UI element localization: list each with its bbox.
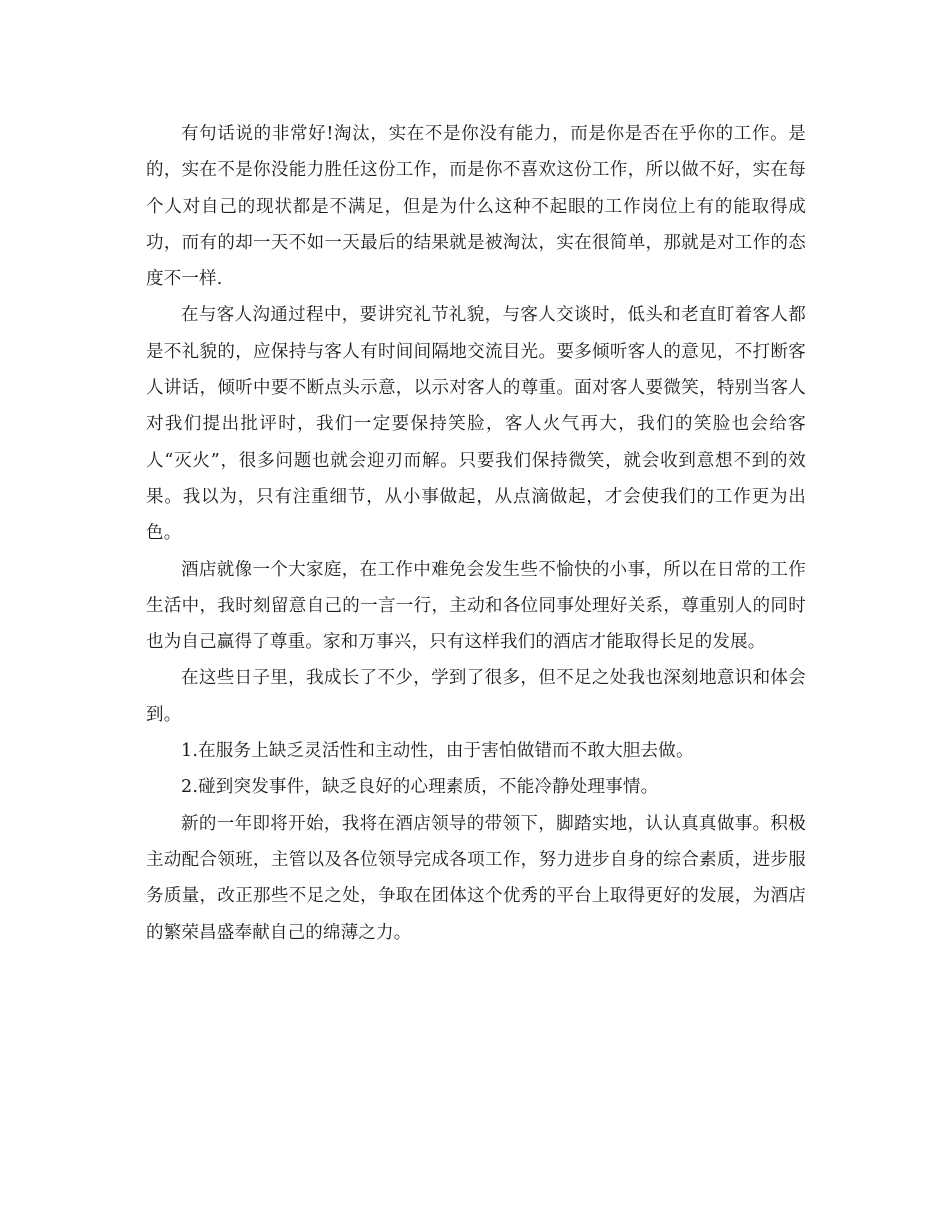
- paragraph-hotel-family: 酒店就像一个大家庭，在工作中难免会发生些不愉快的小事，所以在日常的工作生活中，我时刻留意自己的一言一行，主动和各位同事处理好关系，尊重别人的同时也为自己赢得了尊重。家和万事兴，只有这样我们的酒店才能取得长足的发展。: [146, 559, 806, 653]
- paragraph-attitude: 有句话说的非常好!淘汰，实在不是你没有能力，而是你是否在乎你的工作。是的，实在不是你没能力胜任这份工作，而是你不喜欢这份工作，所以做不好，实在每个人对自己的现状都是不满足，但是为什么这种不起眼的工作岗位上有的能取得成功，而有的却一天不如一天最后的结果就是被淘汰，实在很简单，那就是对工作的态度不一样.: [146, 124, 806, 290]
- list-item-shortcoming-2: 2.碰到突发事件，缺乏良好的心理素质，不能冷静处理事情。: [181, 777, 659, 798]
- list-item-shortcoming-1: 1.在服务上缺乏灵活性和主动性，由于害怕做错而不敢大胆去做。: [181, 741, 694, 762]
- paragraph-shortcomings-intro: 在这些日子里，我成长了不少，学到了很多，但不足之处我也深刻地意识和体会到。: [146, 668, 806, 725]
- document-body: [146, 116, 806, 951]
- paragraph-new-year-plan: 新的一年即将开始，我将在酒店领导的带领下，脚踏实地，认认真真做事。积极主动配合领班，主管以及各位领导完成各项工作，努力进步自身的综合素质，进步服务质量，改正那些不足之处，争取在团体这个优秀的平台上取得更好的发展，为酒店的繁荣昌盛奉献自己的绵薄之力。: [146, 813, 806, 943]
- paragraph-customer-communication: 在与客人沟通过程中，要讲究礼节礼貌，与客人交谈时，低头和老直盯着客人都是不礼貌的，应保持与客人有时间间隔地交流目光。要多倾听客人的意见，不打断客人讲话，倾听中要不断点头示意，以示对客人的尊重。面对客人要微笑，特别当客人对我们提出批评时，我们一定要保持笑脸，客人火气再大，我们的笑脸也会给客人“灭火”，很多问题也就会迎刃而解。只要我们保持微笑，就会收到意想不到的效果。我以为，只有注重细节，从小事做起，从点滴做起，才会使我们的工作更为出色。: [146, 305, 806, 544]
